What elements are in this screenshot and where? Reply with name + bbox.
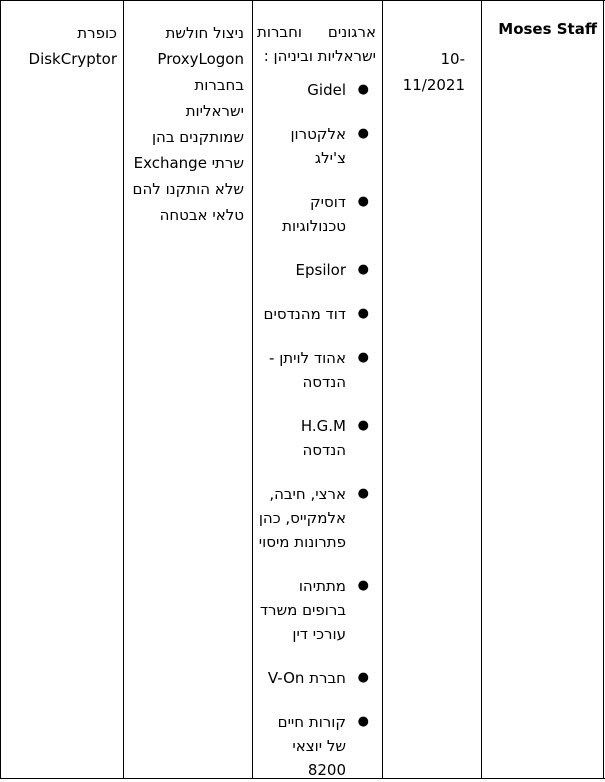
victim-item: ● H.G.M הנדסה [257, 414, 376, 462]
impact-text: כופרת DiskCryptor [28, 24, 117, 68]
victim-item: ● דוד מהנדסים [257, 302, 376, 326]
victim-item: ● Epsilor [257, 258, 376, 282]
victim-item: ● קורות חיים של יוצאי 8200 [257, 710, 376, 782]
threat-actor-name: Moses Staff [498, 20, 597, 38]
table-border-left [0, 0, 1, 779]
victim-item: ● Gidel [257, 78, 376, 102]
table-border-right [603, 0, 604, 779]
impact-cell [2, 0, 123, 778]
victims-cell [253, 0, 382, 778]
bullet-icon: ● [357, 486, 369, 501]
attack-vector-cell [124, 0, 252, 778]
victim-item: ● חברת V-On [257, 666, 376, 690]
attack-vector-text: ניצול חולשת ProxyLogon בחברות ישראליות שמותקנים בהן שרתי Exchange שלא הותקנו להם טלאי אבטחה [132, 24, 244, 224]
bullet-icon: ● [357, 306, 369, 321]
victims-intro: ארגונים וחברות ישראליות וביניהן : [257, 23, 376, 65]
threat-actor-cell [482, 0, 603, 778]
attack-date: 10- 11/2021 [402, 50, 465, 94]
bullet-icon: ● [357, 670, 369, 685]
bullet-icon: ● [357, 350, 369, 365]
bullet-icon: ● [357, 262, 369, 277]
bullet-icon: ● [357, 82, 369, 97]
bullet-icon: ● [357, 194, 369, 209]
bullet-icon: ● [357, 714, 369, 729]
victim-item: ● ארצי, חיבה, אלמקייס, כהן פתרונות מיסוי [257, 482, 376, 554]
bullet-icon: ● [357, 578, 369, 593]
victim-item: ● דוסיק טכנולוגיות [257, 190, 376, 238]
date-cell [383, 0, 481, 778]
bullet-icon: ● [357, 126, 369, 141]
bullet-icon: ● [357, 418, 369, 433]
victims-list [257, 78, 376, 782]
victim-item: ● מתתיהו ברופים משרד עורכי דין [257, 574, 376, 646]
victim-item: ● אהוד לויתן - הנדסה [257, 346, 376, 394]
victim-item: ● אלקטרון צ'ילג [257, 122, 376, 170]
